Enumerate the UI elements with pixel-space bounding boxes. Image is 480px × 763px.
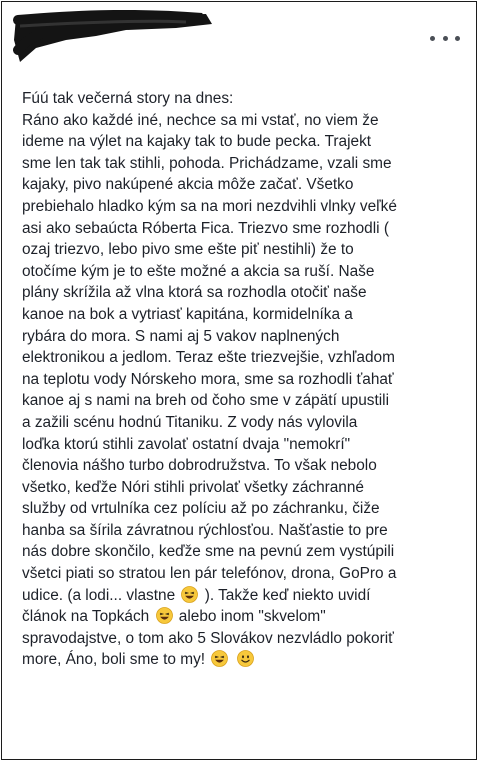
post-line-part: alebo inom "skvelom" [178, 608, 326, 626]
post-line [22, 606, 470, 628]
post-line-part: ). Takže keď niekto uvidí [204, 586, 371, 604]
post-line: hanba sa šírila závratnou rýchlosťou. Našťastie to pre [22, 521, 388, 539]
post-card [1, 1, 477, 760]
post-line: všetko, keďže Nóri stihli privolať všetky záchranné [22, 478, 364, 496]
post-line: kanoe aj s nami na breh od čoho sme v zápätí upustili [22, 392, 390, 410]
post-line: na teplotu vody Nórskeho mora, sme sa rozhodli ťahať [22, 370, 394, 388]
post-line: spravodajstve, o tom ako 5 Slovákov nezvládlo pokoriť [22, 629, 394, 647]
post-line: plány skrížila až vlna ktorá sa rozhodla otočiť naše [22, 284, 367, 302]
post-line: kajaky, pivo nakúpené akcia môže začať. Všetko [22, 176, 354, 194]
redacted-author-scribble [6, 10, 216, 70]
post-line: otočíme kým je to ešte možné a akcia sa ruší. Naše [22, 262, 375, 280]
post-line: ozaj triezvo, lebo pivo sme ešte piť nestihli) že to [22, 241, 354, 259]
post-line [22, 649, 470, 671]
post-text [22, 88, 470, 671]
post-line: Fúú tak večerná story na dnes: [22, 90, 234, 107]
post-line: prebiehalo hladko kým sa na mori nezdvihli vlnky veľké [22, 197, 397, 215]
post-line-part: more, Áno, boli sme to my! [22, 651, 206, 669]
post-line: kanoe na bok a vytriasť kapitána, kormidelníka a [22, 305, 353, 323]
post-line: služby od vrtulníka cez políciu až po záchranku, čiže [22, 500, 380, 518]
dot [455, 36, 460, 41]
post-line: nás dobre skončilo, keďže sme na pevnú zem vystúpili [22, 543, 395, 561]
laughing-emoji-icon [181, 586, 198, 603]
post-line: všetci piati so stratou len pár telefónov, drona, GoPro a [22, 565, 397, 583]
post-line: loďka ktorú stihli zavolať ostatní dvaja "nemokrí" [22, 435, 351, 453]
laughing-emoji-icon [156, 607, 173, 624]
smile-emoji-icon [237, 650, 254, 667]
post-line: elektronikou a jedlom. Teraz ešte triezvejšie, vzhľadom [22, 349, 395, 367]
dot [443, 36, 448, 41]
post-line [22, 585, 470, 607]
post-header [2, 2, 476, 80]
post-line: Ráno ako každé iné, nechce sa mi vstať, no viem že [22, 111, 379, 129]
post-line-part: udice. (a lodi... vlastne [22, 586, 176, 604]
dot [430, 36, 435, 41]
more-options-icon[interactable] [430, 32, 460, 44]
post-line: a zažili scénu hodnú Titaniku. Z vody nás vylovila [22, 413, 358, 431]
post-line: sme len tak tak stihli, pohoda. Prichádzame, vzali sme [22, 154, 392, 172]
post-line: asi ako sebaúcta Róberta Fica. Triezvo sme rozhodli ( [22, 219, 389, 237]
post-line: ideme na výlet na kajaky tak to bude pecka. Trajekt [22, 133, 372, 151]
laughing-emoji-icon [211, 650, 228, 667]
post-line: členovia nášho turbo dobrodružstva. To však nebolo [22, 457, 377, 475]
post-line-part: článok na Topkách [22, 608, 150, 626]
post-line: rybára do mora. S nami aj 5 vakov naplnených [22, 327, 340, 345]
